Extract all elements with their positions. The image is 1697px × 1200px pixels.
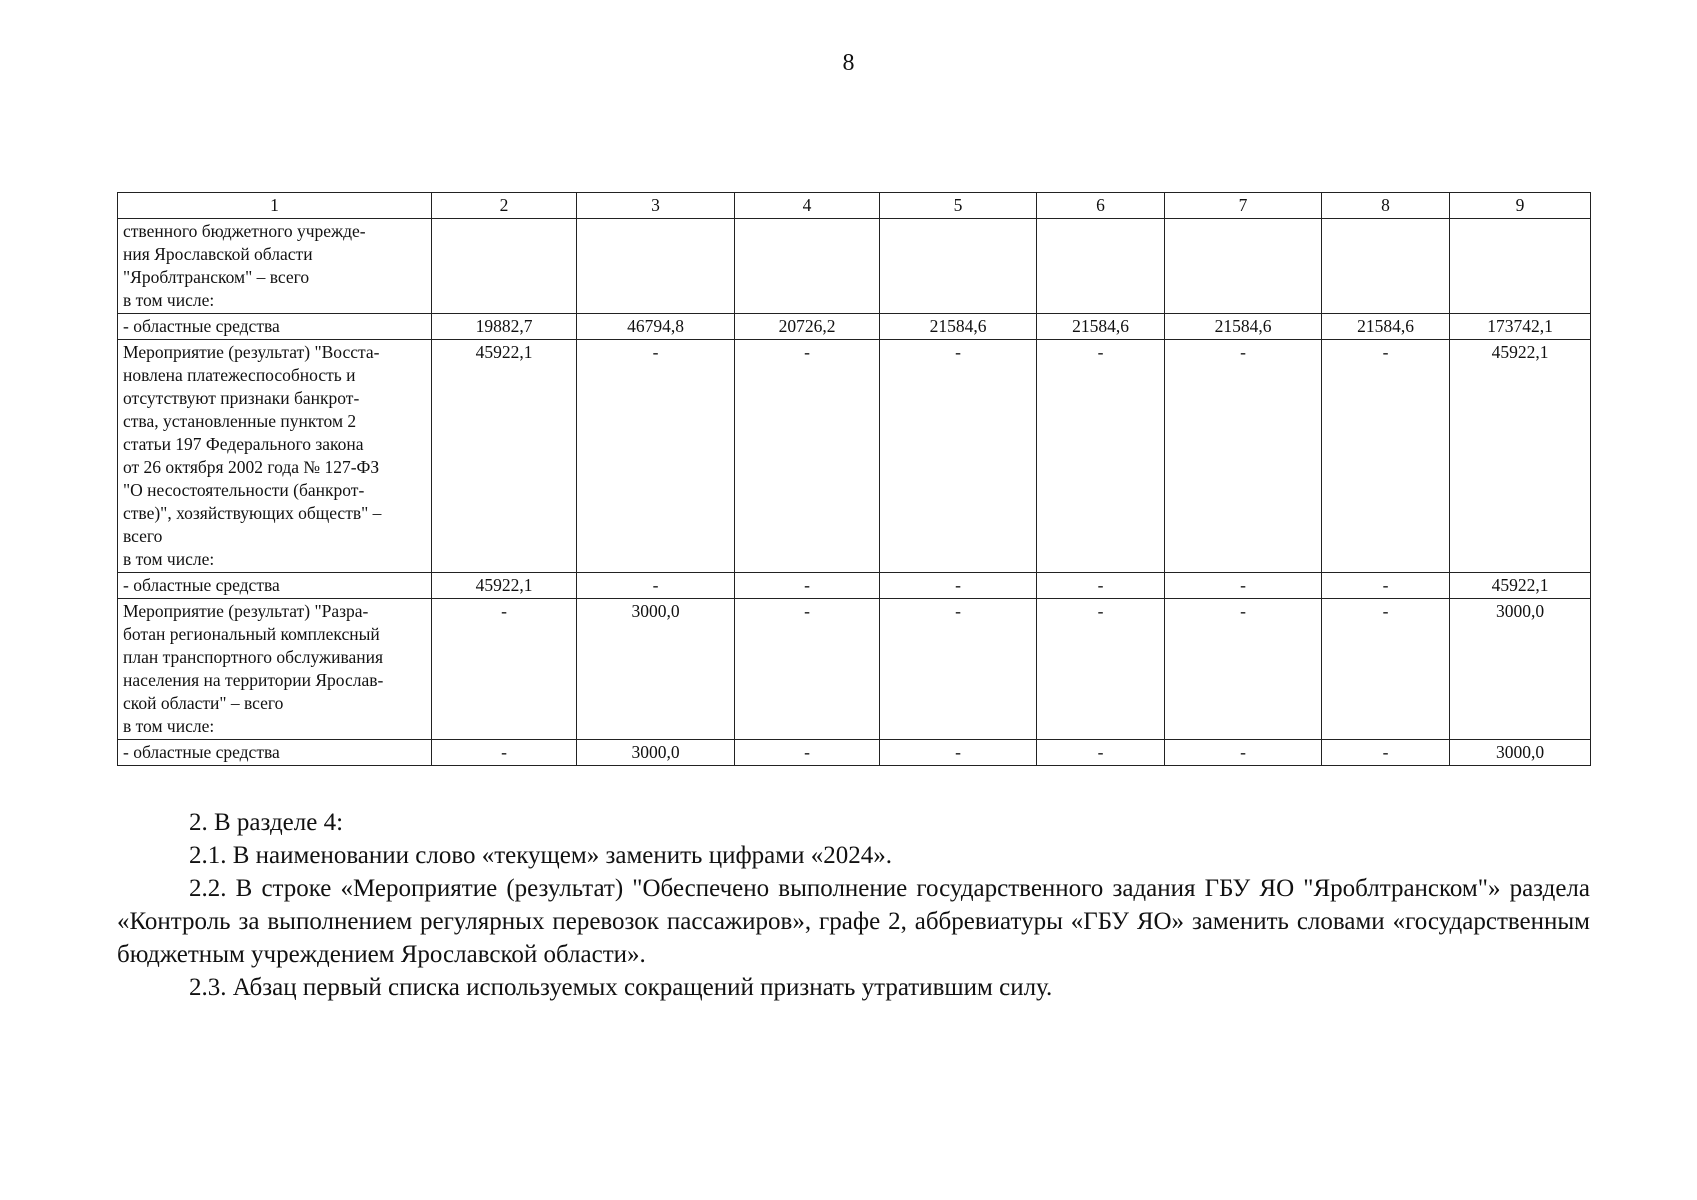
table-header-row (118, 193, 1591, 219)
value-cell: - (577, 573, 735, 599)
value-cell: - (735, 573, 880, 599)
value-cell: 20726,2 (735, 314, 880, 340)
value-cell: 3000,0 (577, 599, 735, 740)
page-number: 8 (842, 50, 855, 76)
value-cell: - (432, 740, 577, 766)
value-cell: 21584,6 (1322, 314, 1450, 340)
value-cell: - (1037, 599, 1165, 740)
value-cell: - (735, 340, 880, 573)
value-cell: - (1037, 573, 1165, 599)
value-cell: 21584,6 (1037, 314, 1165, 340)
value-cell: - (880, 599, 1037, 740)
value-cell: 45922,1 (1450, 573, 1591, 599)
column-number: 4 (735, 193, 880, 219)
value-cell: - (1322, 340, 1450, 573)
paragraph: 2. В разделе 4: (189, 809, 344, 836)
value-cell: - (1165, 740, 1322, 766)
paragraph: 2.2. В строке «Мероприятие (результат) "Обеспечено выполнение государственного задания ГБУ ЯО "Яроблтранском"» раздела «Контроль за выполнением регулярных перевозок пассажиров», графе 2, аббревиатуры «ГБУ ЯО» заменить словами «государственным бюджетным учреждением Ярославской области». (117, 875, 1590, 968)
value-cell: - (880, 573, 1037, 599)
value-cell (735, 219, 880, 314)
value-cell: - (880, 740, 1037, 766)
value-cell (1322, 219, 1450, 314)
column-number: 9 (1450, 193, 1591, 219)
value-cell: 45922,1 (432, 573, 577, 599)
value-cell: - (432, 599, 577, 740)
value-cell: 45922,1 (432, 340, 577, 573)
value-cell (1037, 219, 1165, 314)
value-cell: 21584,6 (1165, 314, 1322, 340)
value-cell: - (1322, 573, 1450, 599)
value-cell: - (1165, 599, 1322, 740)
value-cell: - (1037, 740, 1165, 766)
column-number: 6 (1037, 193, 1165, 219)
table-body (118, 193, 1591, 766)
table-row (118, 599, 1591, 740)
table-row (118, 219, 1591, 314)
column-number: 2 (432, 193, 577, 219)
value-cell: - (1165, 573, 1322, 599)
row-label: ственного бюджетного учрежде- ния Ярославской области "Яроблтранском" – всего в том числе: (118, 219, 432, 314)
value-cell: - (1165, 340, 1322, 573)
value-cell: - (1322, 599, 1450, 740)
value-cell (1165, 219, 1322, 314)
value-cell: - (577, 340, 735, 573)
value-cell: 45922,1 (1450, 340, 1591, 573)
value-cell: 21584,6 (880, 314, 1037, 340)
budget-table (117, 192, 1591, 766)
value-cell: 3000,0 (1450, 740, 1591, 766)
row-label: Мероприятие (результат) "Разра- ботан региональный комплексный план транспортного обслуживания населения на территории Ярослав- ской области" – всего в том числе: (118, 599, 432, 740)
row-label: - областные средства (118, 314, 432, 340)
row-label: Мероприятие (результат) "Восста- новлена платежеспособность и отсутствуют признаки банкрот- ства, установленные пунктом 2 статьи 197 Федерального закона от 26 октября 2002 года № 127-ФЗ "О несостоятельности (банкрот- стве)", хозяйствующих обществ" – всего в том числе: (118, 340, 432, 573)
value-cell: - (1322, 740, 1450, 766)
column-number: 8 (1322, 193, 1450, 219)
value-cell: 3000,0 (1450, 599, 1591, 740)
value-cell: - (735, 740, 880, 766)
table-row (118, 314, 1591, 340)
column-number: 7 (1165, 193, 1322, 219)
column-number: 3 (577, 193, 735, 219)
value-cell: 173742,1 (1450, 314, 1591, 340)
table-row (118, 340, 1591, 573)
value-cell: 19882,7 (432, 314, 577, 340)
amendment-text (117, 806, 1590, 1004)
value-cell: - (1037, 340, 1165, 573)
table-row (118, 740, 1591, 766)
paragraph: 2.3. Абзац первый списка используемых сокращений признать утратившим силу. (189, 974, 1053, 1001)
paragraph: 2.1. В наименовании слово «текущем» заменить цифрами «2024». (189, 842, 892, 869)
table-row (118, 573, 1591, 599)
value-cell (432, 219, 577, 314)
value-cell: - (735, 599, 880, 740)
column-number: 1 (118, 193, 432, 219)
value-cell (1450, 219, 1591, 314)
row-label: - областные средства (118, 573, 432, 599)
row-label: - областные средства (118, 740, 432, 766)
value-cell (880, 219, 1037, 314)
value-cell: 3000,0 (577, 740, 735, 766)
value-cell (577, 219, 735, 314)
value-cell: 46794,8 (577, 314, 735, 340)
value-cell: - (880, 340, 1037, 573)
column-number: 5 (880, 193, 1037, 219)
